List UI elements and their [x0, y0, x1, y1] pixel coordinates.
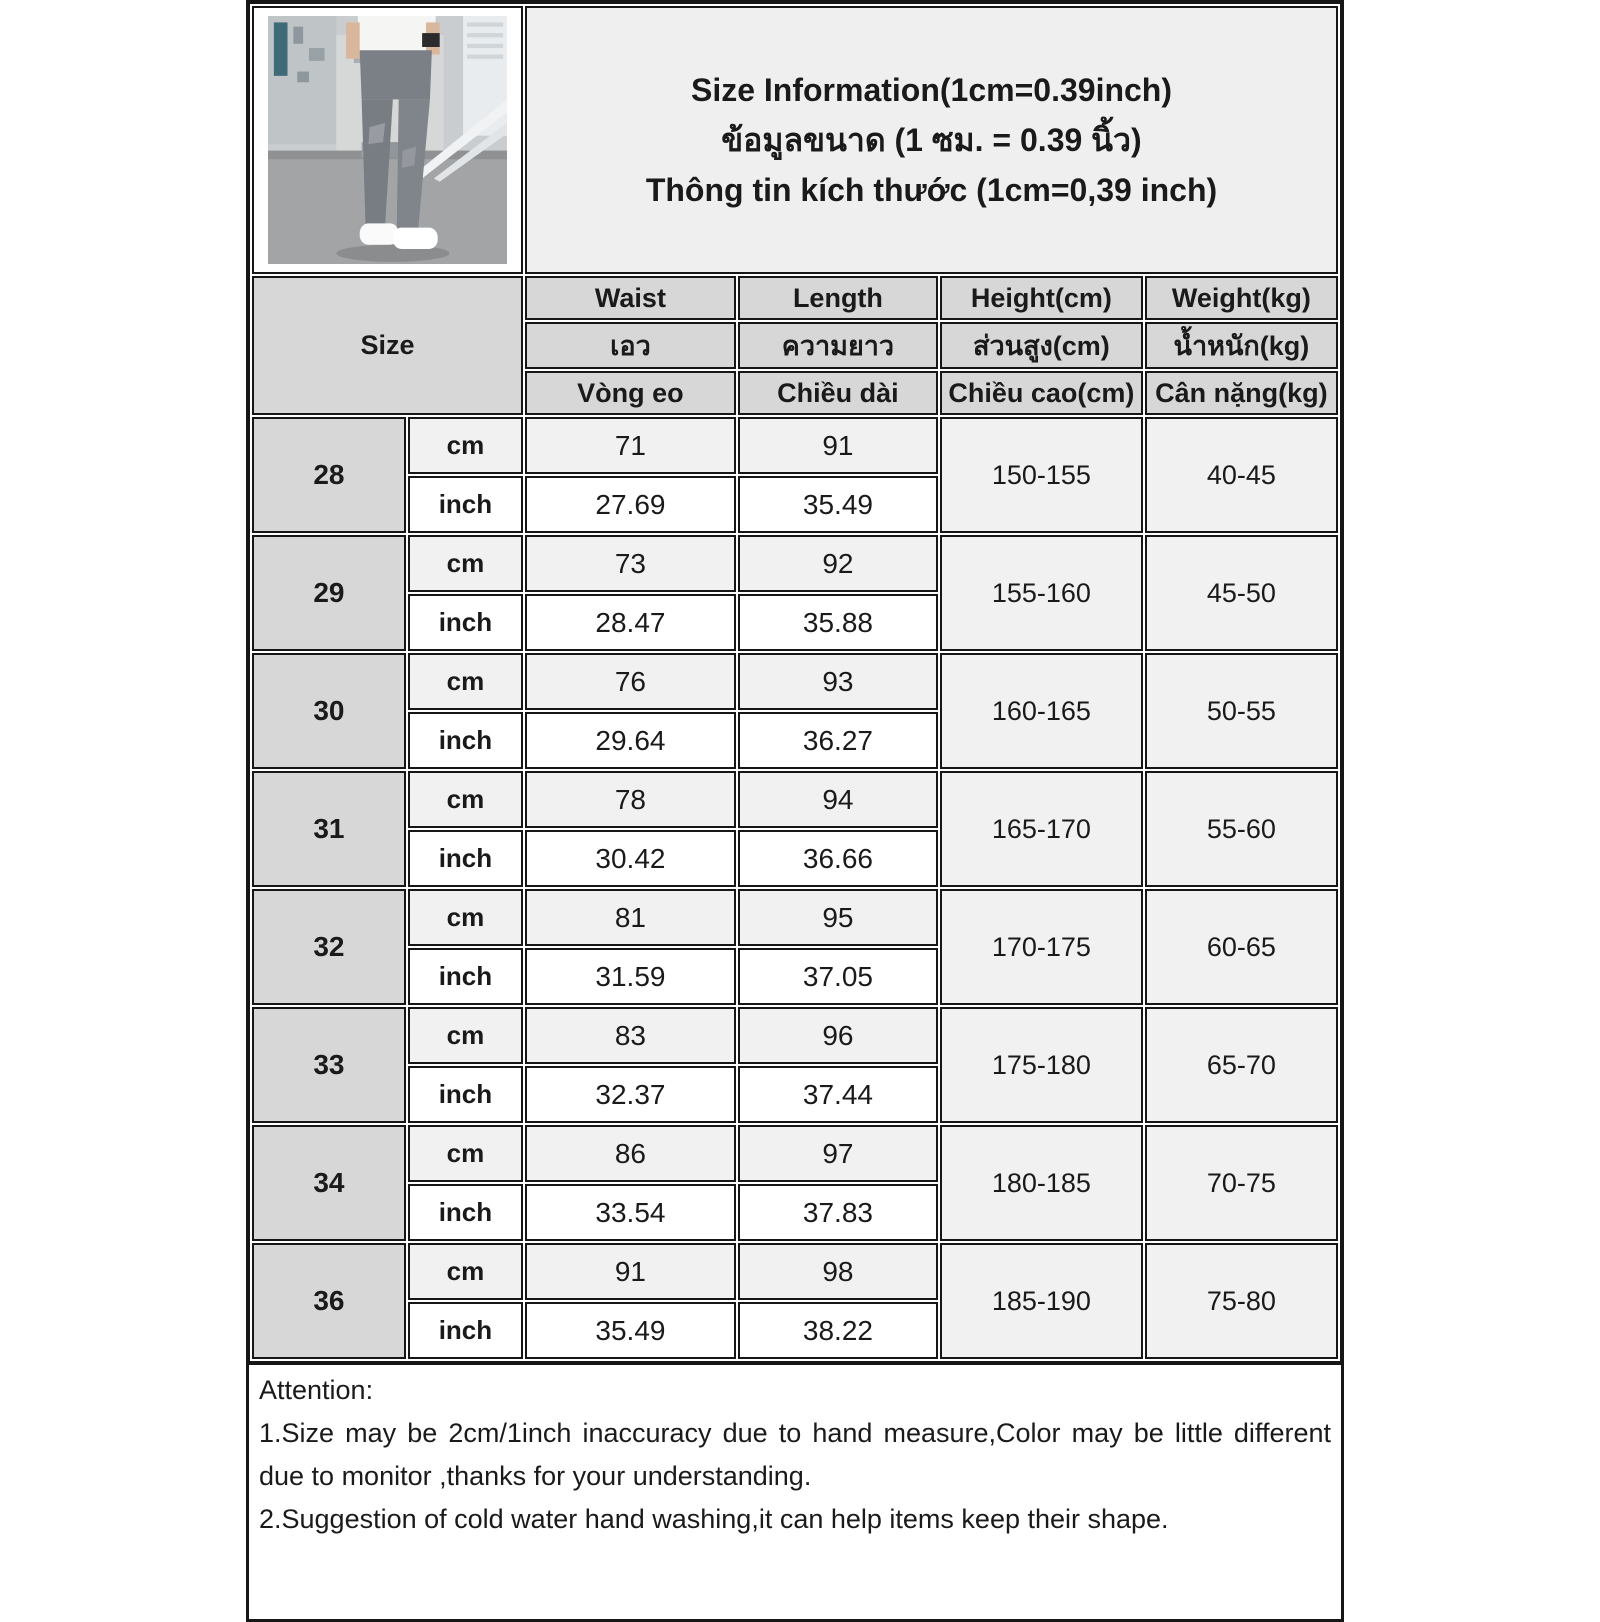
waist-inch-value: 33.54	[525, 1184, 736, 1241]
title-line-en: Size Information(1cm=0.39inch)	[690, 72, 1172, 108]
waist-cm-value: 83	[525, 1007, 736, 1064]
size-column-header: Size	[252, 276, 523, 415]
header-waist-en: Waist	[525, 276, 736, 320]
waist-inch-value: 32.37	[525, 1066, 736, 1123]
unit-label-inch: inch	[408, 1302, 523, 1359]
waist-inch-value: 27.69	[525, 476, 736, 533]
waist-cm-value: 78	[525, 771, 736, 828]
weight-range-value: 50-55	[1145, 653, 1338, 769]
unit-label-inch: inch	[408, 948, 523, 1005]
length-cm-value: 92	[738, 535, 938, 592]
waist-inch-value: 28.47	[525, 594, 736, 651]
waist-inch-value: 31.59	[525, 948, 736, 1005]
weight-range-value: 55-60	[1145, 771, 1338, 887]
height-range-value: 165-170	[940, 771, 1143, 887]
title-line-vi: Thông tin kích thước (1cm=0,39 inch)	[645, 172, 1218, 208]
unit-label-inch: inch	[408, 830, 523, 887]
waist-inch-value: 30.42	[525, 830, 736, 887]
unit-label-cm: cm	[408, 771, 523, 828]
header-weight-en: Weight(kg)	[1145, 276, 1338, 320]
waist-cm-value: 71	[525, 417, 736, 474]
weight-range-value: 45-50	[1145, 535, 1338, 651]
length-inch-value: 36.27	[738, 712, 938, 769]
size-value: 34	[252, 1125, 406, 1241]
title-line-th: ข้อมูลขนาด (1 ซม. = 0.39 นิ้ว)	[721, 122, 1142, 158]
waist-cm-value: 76	[525, 653, 736, 710]
unit-label-inch: inch	[408, 1066, 523, 1123]
length-cm-value: 94	[738, 771, 938, 828]
waist-inch-value: 35.49	[525, 1302, 736, 1359]
size-value: 33	[252, 1007, 406, 1123]
waist-cm-value: 86	[525, 1125, 736, 1182]
unit-label-cm: cm	[408, 1007, 523, 1064]
height-range-value: 175-180	[940, 1007, 1143, 1123]
waist-inch-value: 29.64	[525, 712, 736, 769]
unit-label-cm: cm	[408, 1243, 523, 1300]
unit-label-inch: inch	[408, 476, 523, 533]
height-range-value: 170-175	[940, 889, 1143, 1005]
product-photo-cell	[252, 6, 523, 274]
header-length-en: Length	[738, 276, 938, 320]
height-range-value: 150-155	[940, 417, 1143, 533]
attention-heading: Attention:	[259, 1375, 374, 1405]
unit-label-inch: inch	[408, 712, 523, 769]
header-waist-vi: Vòng eo	[525, 371, 736, 415]
size-value: 32	[252, 889, 406, 1005]
weight-range-value: 60-65	[1145, 889, 1338, 1005]
waist-cm-value: 91	[525, 1243, 736, 1300]
header-height-vi: Chiều cao(cm)	[940, 371, 1143, 415]
header-height-th: ส่วนสูง(cm)	[940, 322, 1143, 369]
unit-label-inch: inch	[408, 594, 523, 651]
weight-range-value: 75-80	[1145, 1243, 1338, 1359]
length-cm-value: 98	[738, 1243, 938, 1300]
waist-cm-value: 81	[525, 889, 736, 946]
header-length-vi: Chiều dài	[738, 371, 938, 415]
height-range-value: 180-185	[940, 1125, 1143, 1241]
length-inch-value: 35.88	[738, 594, 938, 651]
unit-label-cm: cm	[408, 653, 523, 710]
unit-label-cm: cm	[408, 889, 523, 946]
unit-label-inch: inch	[408, 1184, 523, 1241]
length-inch-value: 37.44	[738, 1066, 938, 1123]
height-range-value: 160-165	[940, 653, 1143, 769]
size-value: 28	[252, 417, 406, 533]
size-chart-sheet	[246, 0, 1344, 1622]
height-range-value: 185-190	[940, 1243, 1143, 1359]
weight-range-value: 70-75	[1145, 1125, 1338, 1241]
size-table	[246, 0, 1344, 1365]
attention-note-1: 1.Size may be 2cm/1inch inaccuracy due to hand measure,Color may be little different due to monitor ,thanks for your understanding.	[259, 1418, 1331, 1491]
header-waist-th: เอว	[525, 322, 736, 369]
length-inch-value: 37.05	[738, 948, 938, 1005]
length-inch-value: 35.49	[738, 476, 938, 533]
length-inch-value: 38.22	[738, 1302, 938, 1359]
unit-label-cm: cm	[408, 417, 523, 474]
waist-cm-value: 73	[525, 535, 736, 592]
product-photo	[268, 16, 507, 264]
size-value: 29	[252, 535, 406, 651]
weight-range-value: 65-70	[1145, 1007, 1338, 1123]
length-inch-value: 36.66	[738, 830, 938, 887]
length-cm-value: 91	[738, 417, 938, 474]
unit-label-cm: cm	[408, 1125, 523, 1182]
length-cm-value: 97	[738, 1125, 938, 1182]
size-value: 30	[252, 653, 406, 769]
height-range-value: 155-160	[940, 535, 1143, 651]
weight-range-value: 40-45	[1145, 417, 1338, 533]
length-cm-value: 95	[738, 889, 938, 946]
unit-label-cm: cm	[408, 535, 523, 592]
attention-note-2: 2.Suggestion of cold water hand washing,it can help items keep their shape.	[259, 1504, 1169, 1534]
header-weight-th: น้ำหนัก(kg)	[1145, 322, 1338, 369]
header-height-en: Height(cm)	[940, 276, 1143, 320]
size-info-title	[525, 6, 1338, 274]
header-length-th: ความยาว	[738, 322, 938, 369]
size-value: 36	[252, 1243, 406, 1359]
length-cm-value: 93	[738, 653, 938, 710]
length-inch-value: 37.83	[738, 1184, 938, 1241]
size-value: 31	[252, 771, 406, 887]
attention-box	[246, 1362, 1344, 1622]
length-cm-value: 96	[738, 1007, 938, 1064]
header-weight-vi: Cân nặng(kg)	[1145, 371, 1338, 415]
